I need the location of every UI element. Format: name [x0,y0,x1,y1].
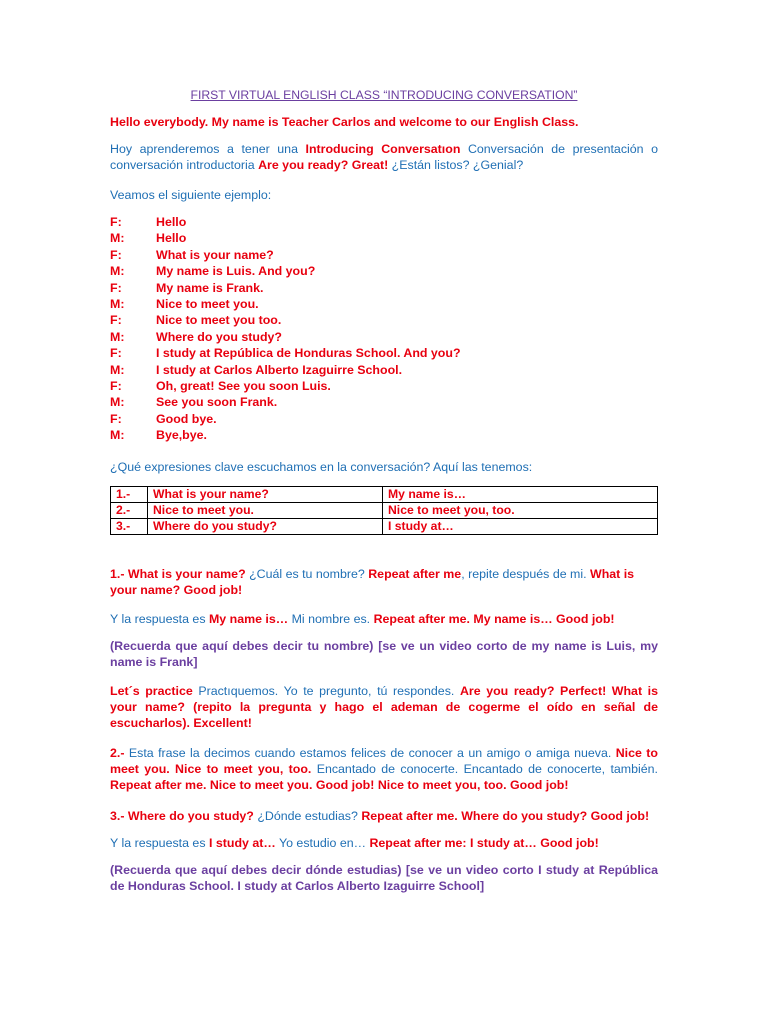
p6-a: 3.- Where do you study? [110,809,254,823]
intro-paragraph [110,141,658,173]
document-title: FIRST VIRTUAL ENGLISH CLASS “INTRODUCING CONVERSATION” [190,88,578,102]
p5-b: Esta frase la decimos cuando estamos felices de conocer a un amigo o amiga nueva. [124,746,616,760]
dialog-speaker: F: [110,411,122,426]
dialog-speaker: M: [110,428,125,443]
dialog-line: Hello [156,215,187,229]
dialog-row [110,263,658,279]
p5-e: Repeat after me. Nice to meet you. Good job! Nice to meet you, too. Good job! [110,778,569,792]
p7-d: Repeat after me: I study at… Good job! [369,836,599,850]
key-number-cell: 2.- [111,503,148,519]
key-answer-cell: My name is… [383,487,658,503]
dialog-line: Where do you study? [156,329,282,344]
dialog-speaker: F: [110,280,122,295]
dialog-row [110,296,658,312]
p7-c: Yo estudio en… [275,836,370,850]
dialog-row [110,394,658,410]
dialog-line: Nice to meet you. [156,296,259,311]
key-phrase-cell: Where do you study? [148,519,383,535]
p5-a: 2.- [110,746,125,760]
dialog-speaker: F: [110,247,122,262]
key-answer-cell: I study at… [383,519,658,535]
p4-b: Practıquemos. Yo te pregunto, tú respondes. [192,684,460,698]
paragraph-1 [110,566,658,598]
dialog-list [110,214,658,443]
p2-c: Mi nombre es. [288,612,374,626]
dialog-row [110,329,658,345]
key-number-cell: 1.- [111,487,148,503]
key-phrase-cell: Nice to meet you. [148,503,383,519]
p4-c: Are you ready? Perfect! What is your name? (repito la pregunta y hago el ademan de cogerme el oído en señal de escucharlos). Excellent! [110,684,659,730]
dialog-row [110,214,658,230]
dialog-speaker: F: [110,313,122,328]
intro-text-a: Hoy aprenderemos a tener una [110,142,306,156]
p7-b: I study at… [208,836,276,850]
dialog-speaker: M: [110,395,125,410]
p7-a: Y la respuesta es [110,836,209,850]
paragraph-7 [110,835,658,851]
dialog-row [110,312,658,328]
dialog-line: I study at Carlos Alberto Izaguirre School. [156,362,403,377]
p2-d: Repeat after me. My name is… Good job! [373,612,615,626]
dialog-speaker: F: [110,378,122,393]
dialog-row [110,411,658,427]
key-number-cell: 3.- [111,519,148,535]
dialog-line: Oh, great! See you soon Luis. [156,378,331,393]
dialog-speaker: M: [110,231,125,246]
example-heading: Veamos el siguiente ejemplo: [110,188,272,202]
dialog-row [110,247,658,263]
key-answer-cell: Nice to meet you, too. [383,503,658,519]
p2-b: My name is… [208,612,289,626]
p6-b: ¿Dónde estudias? [253,809,362,823]
p1-a: 1.- What is your name? [110,567,246,581]
key-phrase-cell: What is your name? [148,487,383,503]
dialog-line: Hello [156,231,187,246]
table-row [111,519,658,535]
p5-d: Encantado de conocerte. Encantado de conocerte, también. [311,762,658,776]
key-expressions-table [110,486,658,535]
key-expressions-question: ¿Qué expresiones clave escuchamos en la conversación? Aquí las tenemos: [110,460,533,474]
dialog-line: Good bye. [156,411,217,426]
p4-a: Let´s practice [110,684,193,698]
dialog-row [110,378,658,394]
p1-e: What is your name? Good job! [110,567,635,597]
paragraph-8: (Recuerda que aquí debes decir dónde estudias) [se ve un video corto I study at República de Honduras School. I study at Carlos Alberto Izaguirre School] [110,863,658,893]
dialog-speaker: F: [110,346,122,361]
p2-a: Y la respuesta es [110,612,209,626]
dialog-speaker: F: [110,215,122,229]
p1-c: Repeat after me [368,567,462,581]
dialog-line: I study at República de Honduras School. And you? [156,346,461,361]
p6-c: Repeat after me. Where do you study? Good job! [361,809,650,823]
dialog-line: See you soon Frank. [156,395,278,410]
dialog-line: What is your name? [156,247,274,262]
dialog-row [110,280,658,296]
dialog-speaker: M: [110,296,125,311]
dialog-row [110,362,658,378]
dialog-row [110,345,658,361]
greeting-paragraph: Hello everybody. My name is Teacher Carlos and welcome to our English Class. [110,115,579,129]
intro-text-d: Are you ready? Great! [258,158,389,172]
dialog-speaker: M: [110,362,125,377]
table-row [111,487,658,503]
dialog-speaker: M: [110,329,125,344]
table-row [111,503,658,519]
intro-text-e: ¿Están listos? ¿Genial? [388,158,524,172]
dialog-line: My name is Frank. [156,280,264,295]
intro-text-b: Introducing Conversatıon [305,142,461,156]
dialog-line: Bye,bye. [156,428,207,443]
paragraph-2 [110,611,658,627]
dialog-row [110,230,658,246]
paragraph-5 [110,745,658,793]
intro-text-c: Conversación de presentación o conversación introductoria [110,142,658,172]
dialog-speaker: M: [110,264,125,279]
p1-b: ¿Cuál es tu nombre? [245,567,369,581]
dialog-row [110,427,658,443]
dialog-line: Nice to meet you too. [156,313,282,328]
p5-c: Nice to meet you. Nice to meet you, too. [110,746,658,776]
p1-d: , repite después de mi. [461,567,590,581]
paragraph-4 [110,683,658,731]
dialog-line: My name is Luis. And you? [156,264,316,279]
paragraph-6 [110,808,658,824]
paragraph-3: (Recuerda que aquí debes decir tu nombre) [se ve un video corto de my name is Luis, my name is Frank] [110,639,658,669]
